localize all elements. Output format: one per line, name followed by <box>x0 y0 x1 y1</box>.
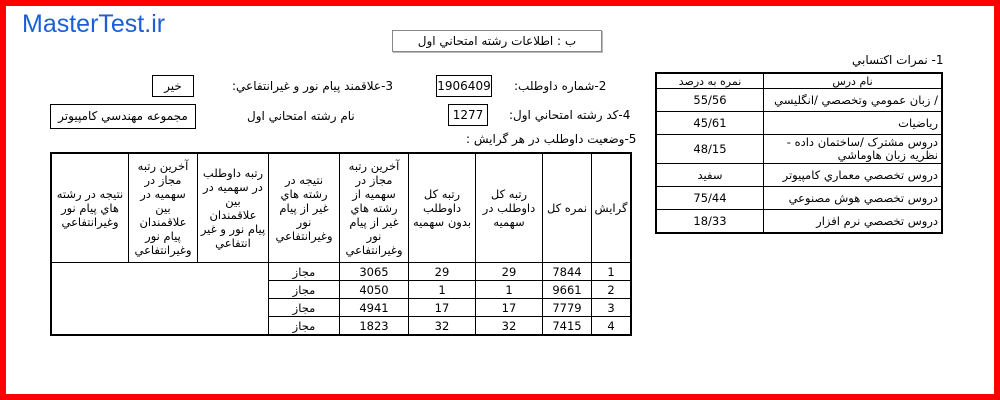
course-percent: 55/56 <box>656 89 764 112</box>
grades-table <box>655 72 943 234</box>
course-name: رياضيات <box>764 112 943 135</box>
grades-row <box>656 164 942 187</box>
specialization-cell: 1 <box>592 263 632 281</box>
specialization-cell: 2 <box>592 281 632 299</box>
grades-row <box>656 210 942 234</box>
total-score-header: نمره کل <box>543 153 592 263</box>
empty-pnu-area <box>51 263 269 336</box>
quota-rank-cell: 1 <box>476 281 543 299</box>
course-name: دروس تخصصي معماري کامپيوتر <box>764 164 943 187</box>
pnu-rank-header: رتبه داوطلب در سهميه در بين علاقمندان پيام نور و غير انتفاعي <box>198 153 269 263</box>
quota-rank-cell: 32 <box>476 317 543 336</box>
result-cell: مجاز <box>269 317 340 336</box>
pnu-result-header: نتيجه در رشته هاي پيام نور وغيرانتفاعي <box>51 153 129 263</box>
result-cell: مجاز <box>269 281 340 299</box>
total-score-cell: 7415 <box>543 317 592 336</box>
specialization-cell: 3 <box>592 299 632 317</box>
quota-rank-cell: 17 <box>476 299 543 317</box>
field-code-label: 4-کد رشته امتحاني اول: <box>509 108 631 122</box>
no-quota-rank-cell: 1 <box>409 281 476 299</box>
site-watermark: MasterTest.ir <box>22 10 166 38</box>
grades-row <box>656 135 942 164</box>
ranks-row <box>51 263 631 281</box>
ranks-table <box>50 152 632 336</box>
course-percent: 75/44 <box>656 187 764 210</box>
last-allowed-rank-cell: 3065 <box>340 263 409 281</box>
pnu-interest-value: خير <box>152 75 194 97</box>
quota-rank-header: رتبه کل داوطلب در سهميه <box>476 153 543 263</box>
specialization-cell: 4 <box>592 317 632 336</box>
applicant-number-value: 1906409 <box>436 75 492 97</box>
section-title: ب : اطلاعات رشته امتحاني اول <box>392 30 602 52</box>
field-name-label: نام رشته امتحاني اول <box>247 109 355 123</box>
total-score-cell: 7844 <box>543 263 592 281</box>
grades-section-label: 1- نمرات اکتسابي <box>852 53 944 67</box>
course-name: دروس مشترک /ساختمان داده - نظريه زبان هاوماشي <box>764 135 943 164</box>
course-percent: 45/61 <box>656 112 764 135</box>
quota-rank-cell: 29 <box>476 263 543 281</box>
field-code-value: 1277 <box>448 104 488 126</box>
last-allowed-rank-cell: 1823 <box>340 317 409 336</box>
grades-row <box>656 89 942 112</box>
grades-row <box>656 187 942 210</box>
no-quota-rank-header: رتبه کل داوطلب بدون سهميه <box>409 153 476 263</box>
status-per-specialization-label: 5-وضعيت داوطلب در هر گرايش : <box>466 132 637 146</box>
grades-row <box>656 112 942 135</box>
pnu-interest-label: 3-علاقمند پيام نور و غيرانتفاعي: <box>232 79 394 93</box>
total-score-cell: 7779 <box>543 299 592 317</box>
grades-header-row <box>656 73 942 89</box>
last-allowed-rank-cell: 4941 <box>340 299 409 317</box>
no-quota-rank-cell: 17 <box>409 299 476 317</box>
course-name: / زبان عمومي وتخصصي /انگليسي <box>764 89 943 112</box>
course-percent: سفيد <box>656 164 764 187</box>
course-name: دروس تخصصي نرم افزار <box>764 210 943 234</box>
ranks-header-row <box>51 153 631 263</box>
result-cell: مجاز <box>269 299 340 317</box>
last-allowed-rank-header: آخرين رتبه مجاز در سهميه از رشته هاي غير از پيام نور وغيرانتفاعي <box>340 153 409 263</box>
applicant-number-label: 2-شماره داوطلب: <box>514 79 607 93</box>
pnu-last-allowed-rank-header: آخرين رتبه مجاز در سهميه در بين علاقمندان پيام نور وغيرانتفاعي <box>129 153 198 263</box>
course-name-header: نام درس <box>764 73 943 89</box>
percent-header: نمره به درصد <box>656 73 764 89</box>
total-score-cell: 9661 <box>543 281 592 299</box>
result-header: نتيجه در رشته هاي غير از پيام نور وغيرانتفاعي <box>269 153 340 263</box>
course-name: دروس تخصصي هوش مصنوعي <box>764 187 943 210</box>
result-cell: مجاز <box>269 263 340 281</box>
specialization-header: گرايش <box>592 153 632 263</box>
no-quota-rank-cell: 29 <box>409 263 476 281</box>
course-percent: 48/15 <box>656 135 764 164</box>
no-quota-rank-cell: 32 <box>409 317 476 336</box>
course-percent: 18/33 <box>656 210 764 234</box>
field-name-value: مجموعه مهندسي کامپيوتر <box>50 104 196 129</box>
last-allowed-rank-cell: 4050 <box>340 281 409 299</box>
